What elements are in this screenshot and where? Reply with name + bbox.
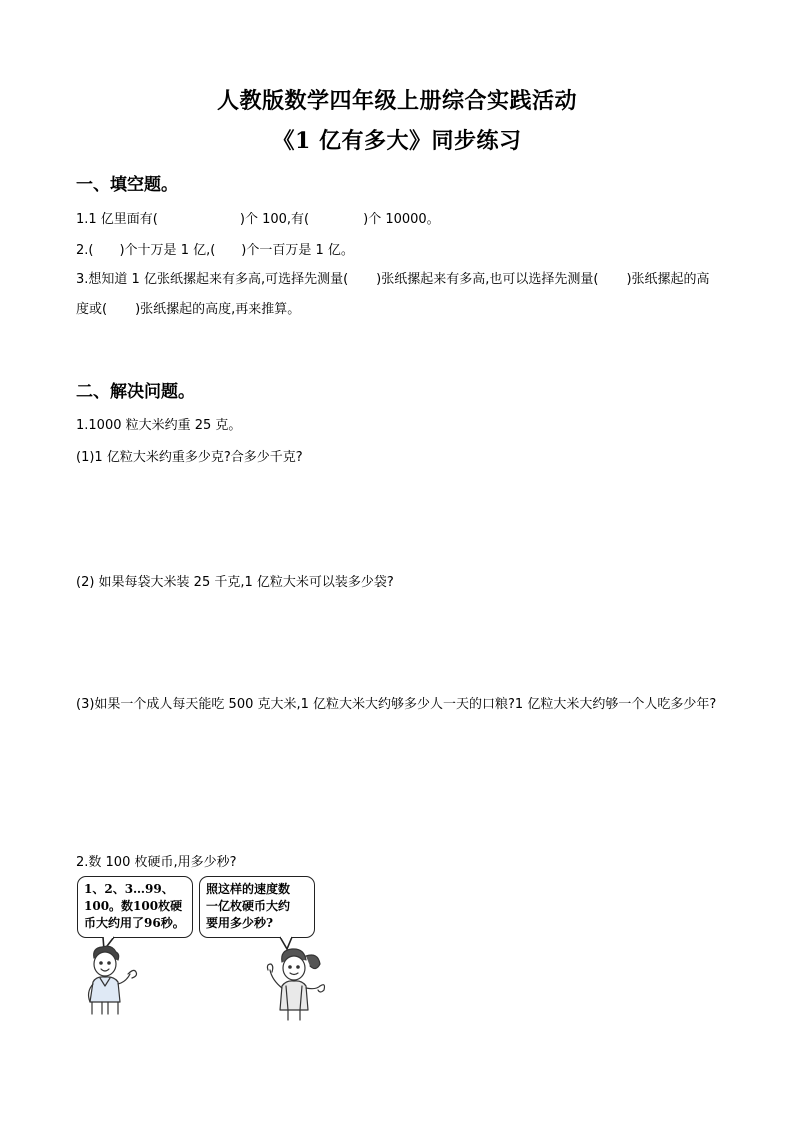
q2-text-c: )个一百万是 1 亿。: [241, 243, 354, 258]
q1-text-c: )个 10000。: [363, 212, 440, 227]
bubble-line: 币大约用了96秒。: [84, 916, 185, 930]
q1-text-a: 1.1 亿里面有(: [76, 212, 158, 227]
q3-text-c: )张纸摞起的高度或(: [76, 272, 710, 317]
q2-text-b: )个十万是 1 亿,(: [119, 243, 216, 258]
problem-1-part-2: (2) 如果每袋大米装 25 千克,1 亿粒大米可以装多少袋?: [76, 575, 394, 590]
section-fill-blank-heading: 一、填空题。: [76, 175, 178, 195]
bubble-line: 100。数100枚硬: [84, 899, 183, 913]
q3-text-b: )张纸摞起来有多高,也可以选择先测量(: [376, 272, 599, 287]
boy-illustration: [78, 944, 144, 1016]
bubble-line: 1、2、3…99、: [84, 882, 174, 896]
bubble-line: 一亿枚硬币大约: [206, 899, 291, 913]
problem-1-part-3: (3)如果一个成人每天能吃 500 克大米,1 亿粒大米大约够多少人一天的口粮?1 亿粒大米大约够一个人吃多少年?: [76, 697, 717, 712]
q3-text-a: 3.想知道 1 亿张纸摞起来有多高,可选择先测量(: [76, 272, 349, 287]
section-problems-heading: 二、解决问题。: [76, 382, 195, 402]
q2-text-a: 2.(: [76, 243, 94, 258]
bubble-line: 要用多少秒?: [206, 916, 274, 930]
girl-illustration: [258, 946, 334, 1022]
bubble-line: 照这样的速度数: [206, 882, 291, 896]
q1-text-b: )个 100,有(: [239, 212, 310, 227]
problem-2: 2.数 100 枚硬币,用多少秒?: [76, 855, 237, 870]
problem-1: 1.1000 粒大米约重 25 克。: [76, 418, 242, 433]
page-title: 人教版数学四年级上册综合实践活动: [216, 88, 577, 114]
page-subtitle: 《1 亿有多大》同步练习: [272, 128, 522, 154]
problem-1-part-1: (1)1 亿粒大米约重多少克?合多少千克?: [76, 450, 303, 465]
q3-text-d: )张纸摞起的高度,再来推算。: [135, 302, 301, 317]
